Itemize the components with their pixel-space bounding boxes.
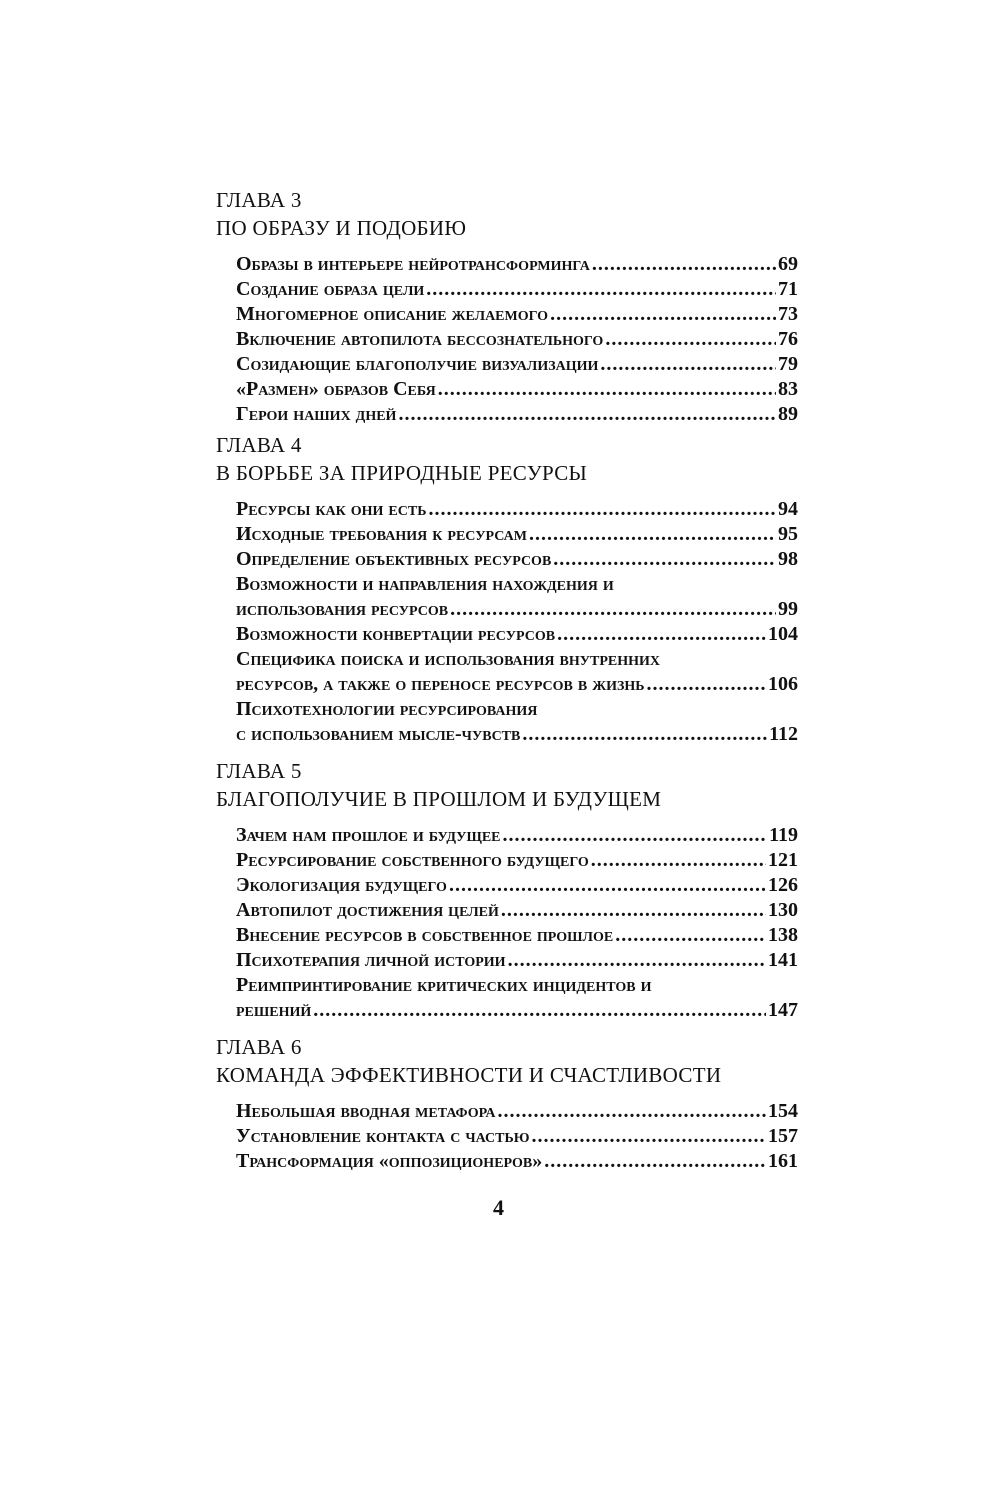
toc-entry[interactable]: [236, 302, 798, 327]
dot-leader: [600, 352, 776, 377]
entry-page: 161: [768, 1150, 798, 1172]
entry-page: 73: [778, 303, 798, 325]
entry-page: 157: [768, 1125, 798, 1147]
dot-leader: [557, 622, 766, 647]
dot-leader: [529, 522, 776, 547]
entry-title: «Размен» образов Себя: [236, 378, 436, 400]
entry-title: Созидающие благополучие визуализации: [236, 353, 599, 375]
entry-page: 147: [768, 999, 798, 1021]
page-number: 4: [493, 1195, 504, 1220]
toc-entry[interactable]: [236, 402, 798, 427]
chapter-4: [216, 431, 806, 747]
entry-title-line1: Специфика поиска и использования внутренних: [236, 648, 661, 670]
dot-leader: [605, 327, 776, 352]
entry-page: 71: [778, 278, 798, 300]
toc-entry[interactable]: [236, 873, 798, 898]
entry-title: Автопилот достижения целей: [236, 899, 499, 921]
chapter-title: БЛАГОПОЛУЧИЕ В ПРОШЛОМ И БУДУЩЕМ: [216, 787, 662, 811]
toc-entry[interactable]: [236, 352, 798, 377]
dot-leader: [498, 1099, 766, 1124]
toc-entries: [236, 252, 798, 427]
entry-page: 104: [768, 623, 798, 645]
entry-page: 112: [769, 723, 798, 745]
chapter-5: [216, 757, 806, 1023]
entry-title: решений: [236, 999, 312, 1021]
entry-page: 106: [768, 673, 798, 695]
dot-leader: [550, 302, 776, 327]
entry-page: 138: [768, 924, 798, 946]
entry-title: Определение объективных ресурсов: [236, 548, 552, 570]
toc-entry[interactable]: [236, 277, 798, 302]
toc-entry-multiline[interactable]: [236, 973, 798, 1023]
entry-title-line1: Возможности и направления нахождения и: [236, 573, 614, 595]
dot-leader: [398, 402, 776, 427]
entry-title: Создание образа цели: [236, 278, 425, 300]
entry-page: 89: [778, 403, 798, 425]
entry-title: Возможности конвертации ресурсов: [236, 623, 556, 645]
toc-entry[interactable]: [236, 1124, 798, 1149]
dot-leader: [450, 597, 776, 622]
toc-entry[interactable]: [236, 1149, 798, 1174]
toc-entry[interactable]: [236, 327, 798, 352]
entry-title: Герои наших дней: [236, 403, 397, 425]
entry-title: Трансформация «оппозиционеров»: [236, 1150, 543, 1172]
toc-entry-multiline[interactable]: [236, 647, 798, 697]
dot-leader: [438, 377, 776, 402]
toc-entry[interactable]: [236, 252, 798, 277]
entry-title: Экологизация будущего: [236, 874, 447, 896]
dot-leader: [503, 823, 768, 848]
entry-page: 83: [778, 378, 798, 400]
entry-title-line1: Психотехнологии ресурсирования: [236, 698, 538, 720]
dot-leader: [532, 1124, 766, 1149]
entry-title: Небольшая вводная метафора: [236, 1100, 496, 1122]
dot-leader: [508, 948, 766, 973]
entry-page: 141: [768, 949, 798, 971]
entry-page: 121: [768, 849, 798, 871]
entry-title: Включение автопилота бессознательного: [236, 328, 604, 350]
entry-page: 154: [768, 1100, 798, 1122]
toc-entry[interactable]: [236, 898, 798, 923]
entry-title: Ресурсы как они есть: [236, 498, 427, 520]
toc-entry[interactable]: [236, 622, 798, 647]
entry-title-line1: Реимпринтирование критических инцидентов и: [236, 974, 652, 996]
entry-page: 94: [778, 498, 798, 520]
chapter-label: ГЛАВА 4: [216, 433, 302, 457]
entry-page: 98: [778, 548, 798, 570]
toc-entry-multiline[interactable]: [236, 697, 798, 747]
entry-page: 69: [778, 253, 798, 275]
toc-entry[interactable]: [236, 497, 798, 522]
entry-title: Внесение ресурсов в собственное прошлое: [236, 924, 614, 946]
chapter-label: ГЛАВА 6: [216, 1035, 302, 1059]
toc-entry[interactable]: [236, 377, 798, 402]
toc-entry[interactable]: [236, 848, 798, 873]
dot-leader: [449, 873, 766, 898]
entry-title: Исходные требования к ресурсам: [236, 523, 527, 545]
chapter-label: ГЛАВА 5: [216, 759, 302, 783]
toc-entries: [236, 497, 798, 747]
toc-entry[interactable]: [236, 923, 798, 948]
dot-leader: [426, 277, 776, 302]
dot-leader: [313, 998, 766, 1023]
dot-leader: [501, 898, 766, 923]
chapter-title: В БОРЬБЕ ЗА ПРИРОДНЫЕ РЕСУРСЫ: [216, 461, 588, 485]
toc-entry[interactable]: [236, 547, 798, 572]
toc-entry[interactable]: [236, 823, 798, 848]
entry-title: Многомерное описание желаемого: [236, 303, 549, 325]
chapter-6: [216, 1033, 806, 1174]
dot-leader: [522, 722, 767, 747]
toc-entry[interactable]: [236, 948, 798, 973]
entry-title: Образы в интерьере нейротрансформинга: [236, 253, 590, 275]
entry-page: 95: [778, 523, 798, 545]
chapter-title: КОМАНДА ЭФФЕКТИВНОСТИ И СЧАСТЛИВОСТИ: [216, 1063, 722, 1087]
chapter-title: ПО ОБРАЗУ И ПОДОБИЮ: [216, 216, 467, 240]
entry-title: Ресурсирование собственного будущего: [236, 849, 589, 871]
entry-page: 99: [778, 598, 798, 620]
toc-entry-multiline[interactable]: [236, 572, 798, 622]
dot-leader: [647, 672, 766, 697]
entry-page: 119: [769, 824, 798, 846]
entry-title: Установление контакта с частью: [236, 1125, 530, 1147]
entry-page: 76: [778, 328, 798, 350]
entry-title: ресурсов, а также о переносе ресурсов в жизнь: [236, 673, 645, 695]
chapter-3: [216, 186, 806, 427]
dot-leader: [615, 923, 766, 948]
toc-entry[interactable]: [236, 1099, 798, 1124]
toc-entry[interactable]: [236, 522, 798, 547]
entry-page: 130: [768, 899, 798, 921]
entry-page: 126: [768, 874, 798, 896]
dot-leader: [591, 848, 766, 873]
dot-leader: [428, 497, 776, 522]
entry-title: использования ресурсов: [236, 598, 449, 620]
entry-page: 79: [778, 353, 798, 375]
dot-leader: [553, 547, 776, 572]
dot-leader: [544, 1149, 766, 1174]
chapter-label: ГЛАВА 3: [216, 188, 302, 212]
entry-title: Зачем нам прошлое и будущее: [236, 824, 501, 846]
entry-title: Психотерапия личной истории: [236, 949, 506, 971]
toc-entries: [236, 1099, 798, 1174]
toc-entries: [236, 823, 798, 1023]
dot-leader: [592, 252, 776, 277]
entry-title: с использованием мысле-чувств: [236, 723, 521, 745]
